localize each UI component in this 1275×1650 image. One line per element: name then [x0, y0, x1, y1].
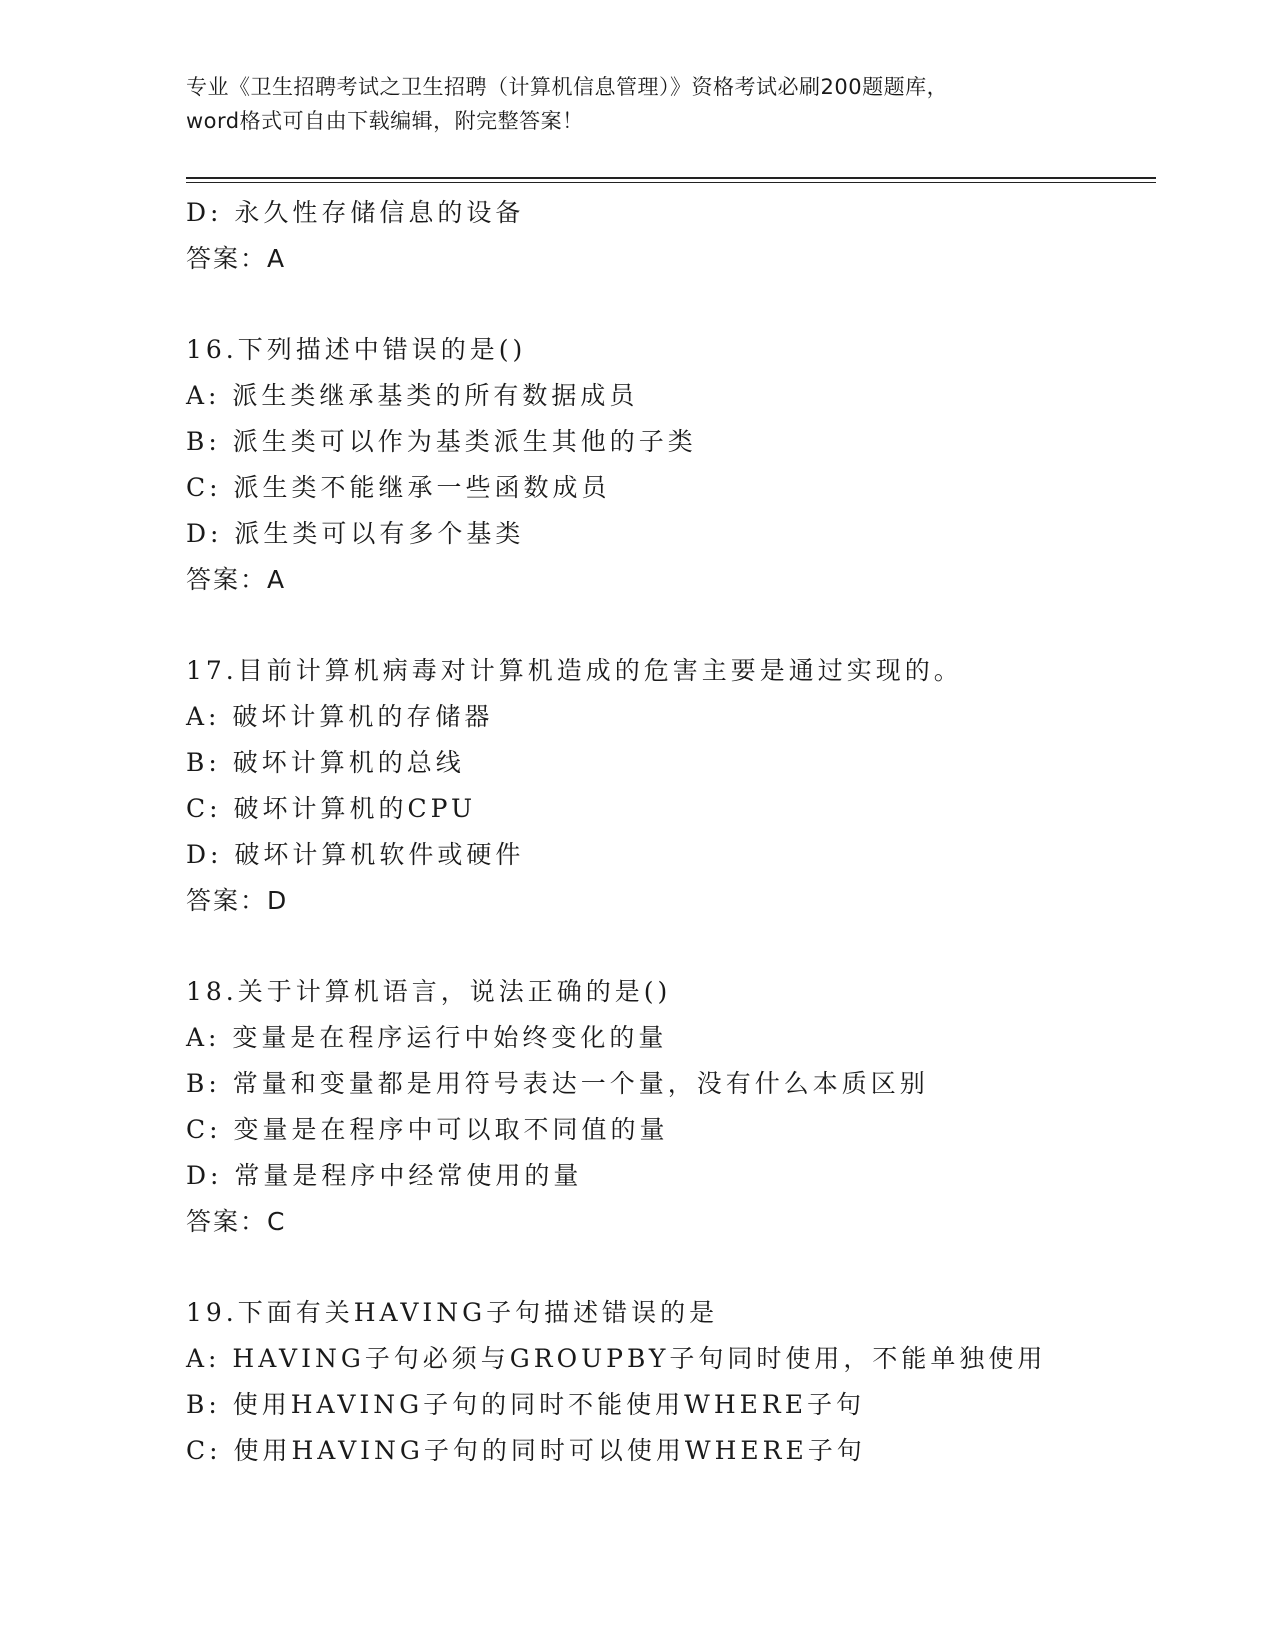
answer-line: 答案：D: [186, 886, 289, 915]
header-title-line-2: word格式可自由下载编辑，附完整答案！: [186, 109, 584, 133]
question-19: [186, 1290, 1156, 1474]
question-16: [186, 327, 1156, 603]
option-d: D: 派生类可以有多个基类: [186, 519, 525, 548]
spacer: [186, 924, 1156, 969]
option-d: D: 破坏计算机软件或硬件: [186, 840, 525, 869]
answer-line: 答案：A: [186, 565, 287, 594]
answer-line: 答案：A: [186, 244, 287, 273]
option-a: A: 派生类继承基类的所有数据成员: [186, 381, 639, 410]
option-a: A: 破坏计算机的存储器: [186, 702, 494, 731]
option-a: A: HAVING子句必须与GROUPBY子句同时使用，不能单独使用: [186, 1344, 1047, 1373]
option-c: C: 破坏计算机的CPU: [186, 794, 477, 823]
question-title: 18.关于计算机语言，说法正确的是(): [186, 977, 672, 1006]
question-list: [186, 190, 1156, 1474]
document-header: [186, 70, 1086, 138]
answer-line: 答案：C: [186, 1207, 287, 1236]
option-b: B: 派生类可以作为基类派生其他的子类: [186, 427, 697, 456]
question-title: 17.目前计算机病毒对计算机造成的危害主要是通过实现的。: [186, 656, 963, 685]
question-fragment: [186, 190, 1156, 282]
option-c: C: 派生类不能继承一些函数成员: [186, 473, 611, 502]
header-divider-thin: [186, 182, 1156, 183]
option-b: B: 破坏计算机的总线: [186, 748, 465, 777]
header-title-line-1: 专业《卫生招聘考试之卫生招聘（计算机信息管理）》资格考试必刷200题题库，: [186, 75, 949, 99]
option-a: A: 变量是在程序运行中始终变化的量: [186, 1023, 668, 1052]
question-title: 16.下列描述中错误的是(): [186, 335, 527, 364]
option-c: C: 使用HAVING子句的同时可以使用WHERE子句: [186, 1436, 866, 1465]
option-b: B: 使用HAVING子句的同时不能使用WHERE子句: [186, 1390, 865, 1419]
option-b: B: 常量和变量都是用符号表达一个量，没有什么本质区别: [186, 1069, 929, 1098]
question-18: [186, 969, 1156, 1245]
header-divider-thick: [186, 177, 1156, 179]
spacer: [186, 603, 1156, 648]
question-title: 19.下面有关HAVING子句描述错误的是: [186, 1298, 719, 1327]
spacer: [186, 1245, 1156, 1290]
spacer: [186, 282, 1156, 327]
option-d: D: 永久性存储信息的设备: [186, 198, 525, 227]
question-17: [186, 648, 1156, 924]
option-d: D: 常量是程序中经常使用的量: [186, 1161, 583, 1190]
option-c: C: 变量是在程序中可以取不同值的量: [186, 1115, 669, 1144]
